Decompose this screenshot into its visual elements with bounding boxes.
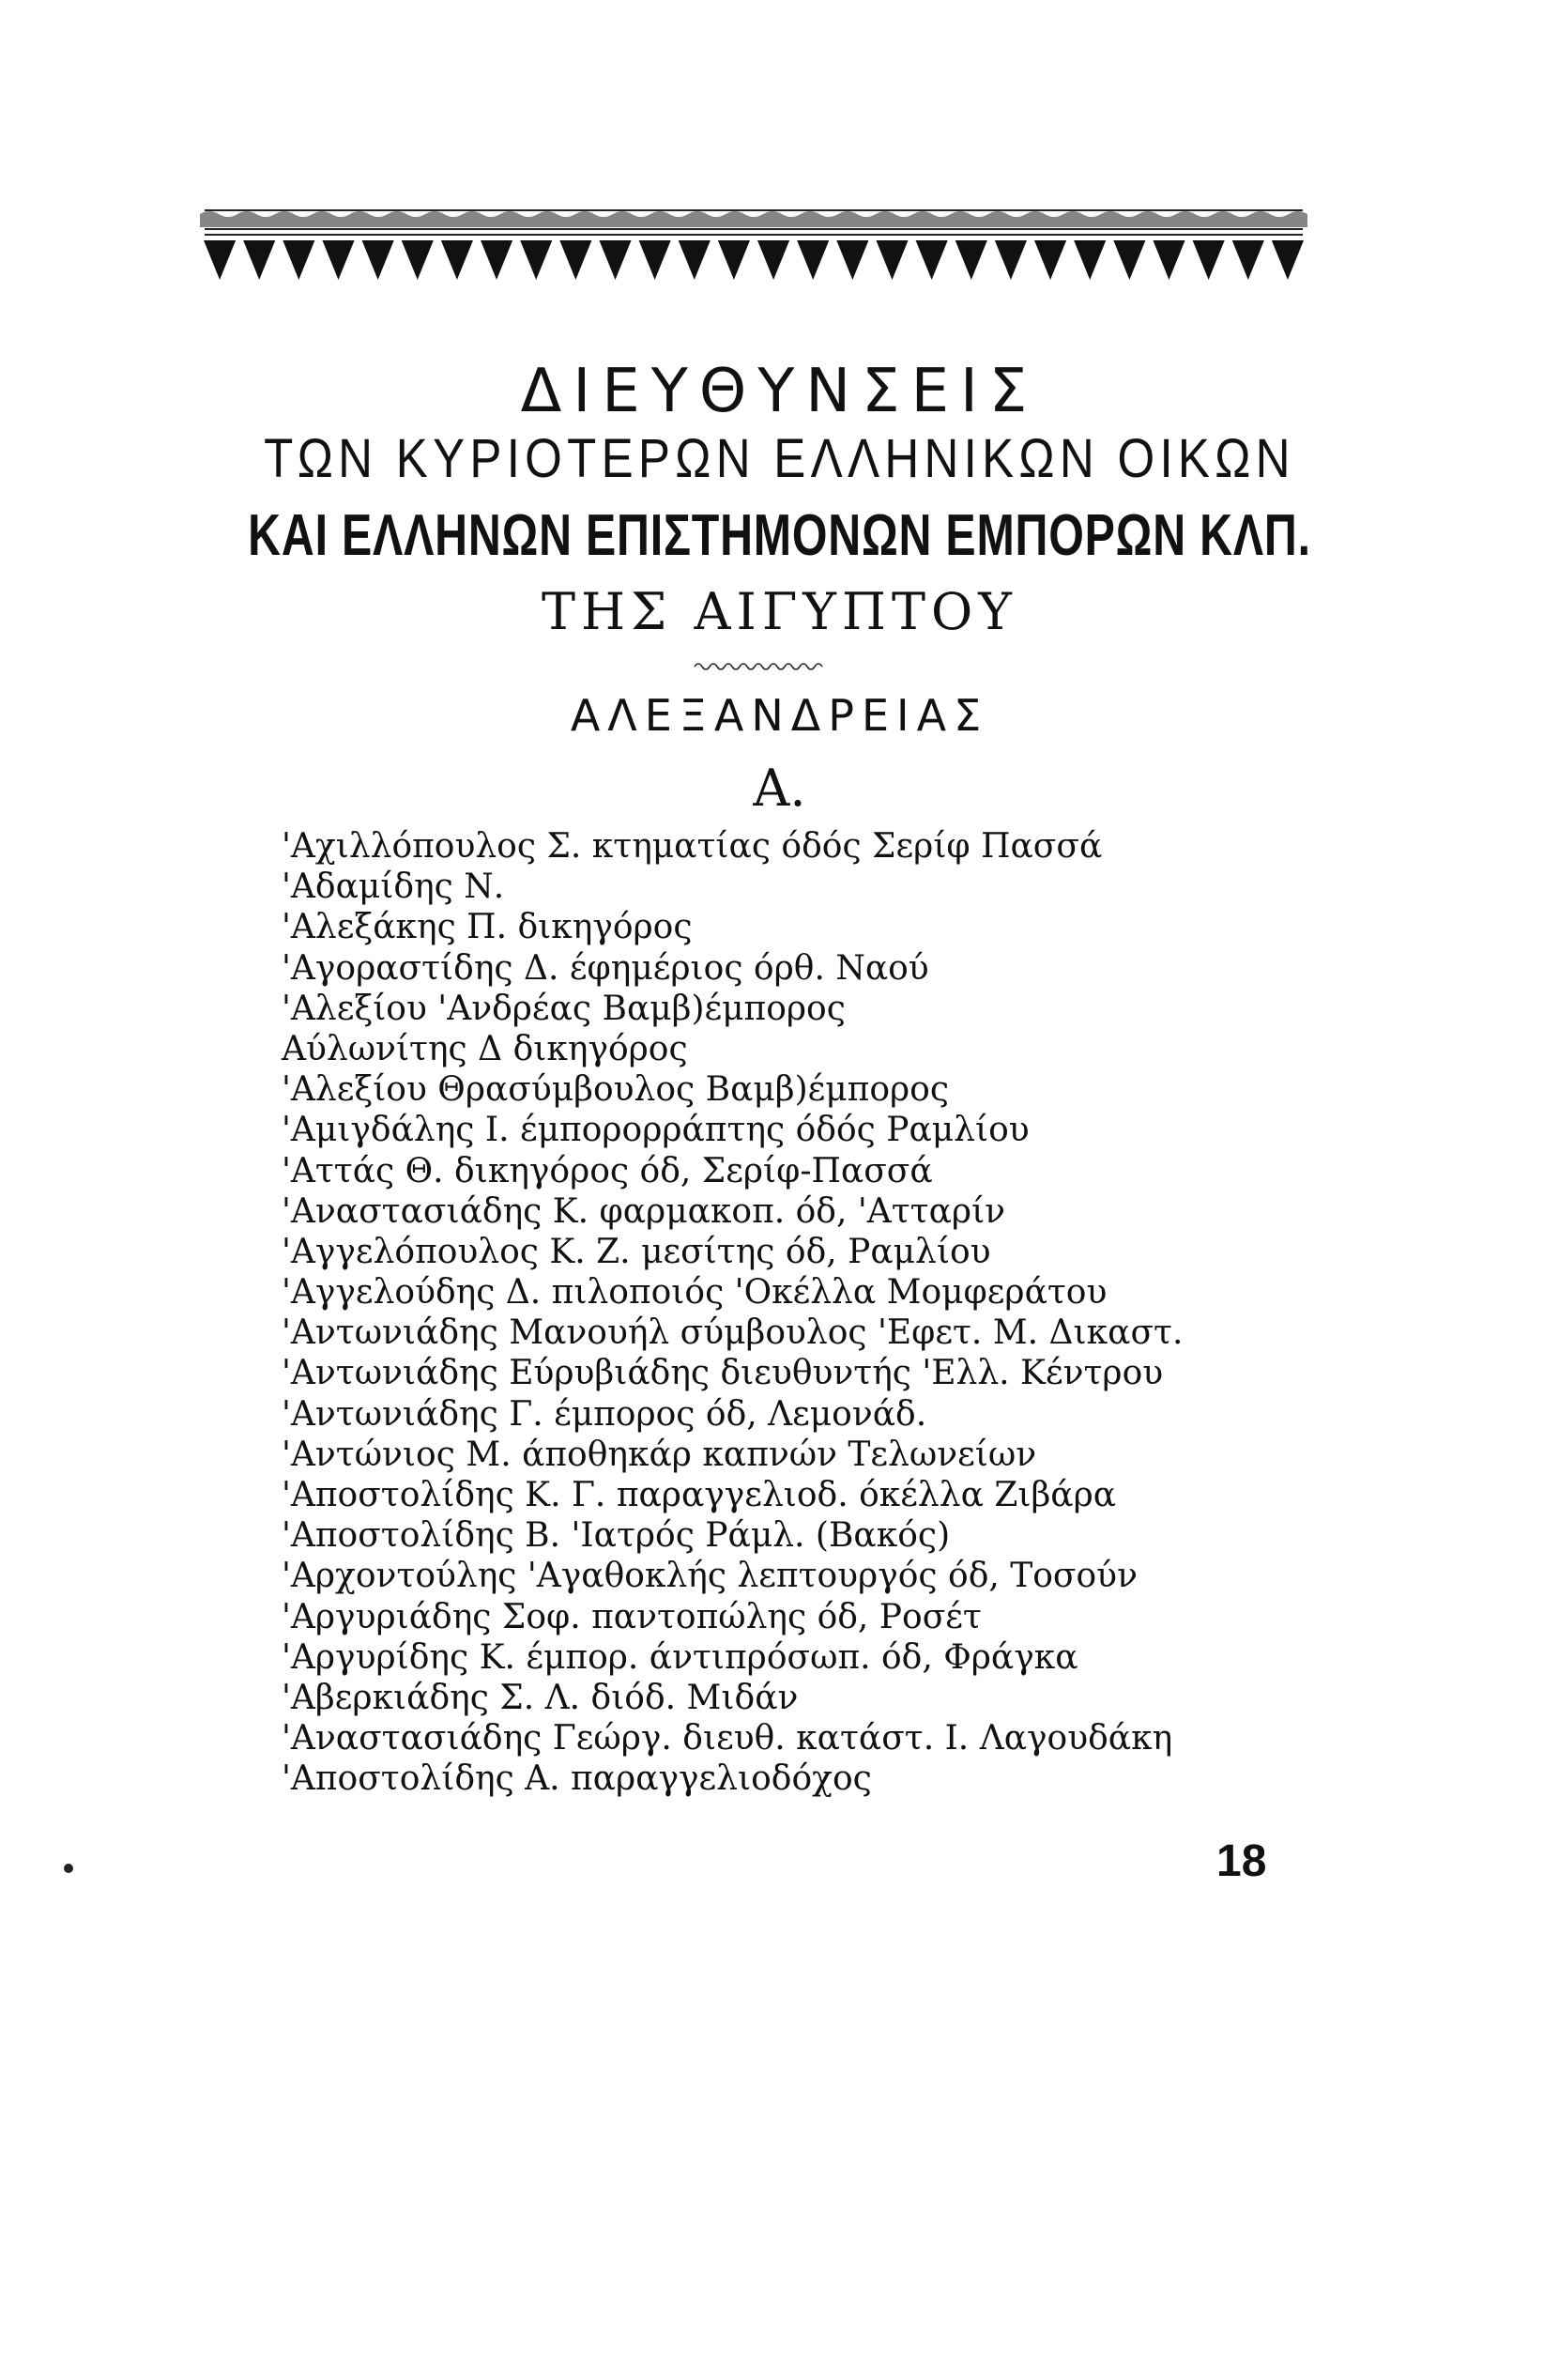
decorative-border-ornament <box>200 201 1307 285</box>
directory-list <box>282 826 1295 1800</box>
ornament-triangle <box>283 240 314 280</box>
directory-entry: 'Αγγελόπουλος Κ. Ζ. μεσίτης όδ, Ραμλίου <box>282 1232 991 1271</box>
directory-entry: 'Αποστολίδης Κ. Γ. παραγγελιοδ. όκέλλα Ζιβάρα <box>282 1476 1117 1514</box>
directory-entry: 'Αντώνιος Μ. άποθηκάρ καπνών Τελωνείων <box>282 1435 1037 1474</box>
subtitle-line-3: ΤΗΣ ΑΙΓΥΠΤΟΥ <box>542 582 1017 641</box>
directory-entry: 'Αγγελούδης Δ. πιλοποιός 'Οκέλλα Μομφεράτου <box>282 1273 1108 1313</box>
ornament-triangle <box>441 240 473 280</box>
directory-entry: 'Αχιλλόπουλος Σ. κτηματίας όδός Σερίφ Πασσά <box>282 827 1103 866</box>
ornament-triangle <box>639 240 671 280</box>
directory-entry: 'Αντωνιάδης Γ. έμπορος όδ, Λεμονάδ. <box>282 1394 927 1434</box>
ornament-triangle <box>995 240 1027 280</box>
ornament-triangle <box>1113 240 1145 280</box>
ornament-triangle <box>362 240 394 280</box>
margin-ink-dot <box>64 1864 73 1873</box>
ornament-triangle <box>679 240 711 280</box>
ornament-triangle <box>836 240 868 280</box>
ornament-triangle <box>599 240 631 280</box>
directory-entry: 'Αρχοντούλης 'Αγαθοκλής λεπτουργός όδ, Τοσούν <box>282 1557 1138 1596</box>
ornament-triangle <box>402 240 434 280</box>
directory-entry: 'Αργυριάδης Σοφ. παντοπώλης όδ, Ροσέτ <box>282 1597 982 1636</box>
directory-entry: 'Αναστασιάδης Γεώργ. διευθ. κατάστ. Ι. Λαγουδάκη <box>282 1719 1173 1758</box>
directory-entry: 'Αργυρίδης Κ. έμπορ. άντιπρόσωπ. όδ, Φράγκα <box>282 1637 1078 1677</box>
directory-entry: 'Αντωνιάδης Εύρυβιάδης διευθυντής 'Ελλ. Κέντρου <box>282 1354 1164 1393</box>
ornament-triangle <box>718 240 750 280</box>
directory-entry: 'Αναστασιάδης Κ. φαρμακοπ. όδ, 'Ατταρίν <box>282 1191 1006 1231</box>
directory-entry: 'Αμιγδάλης Ι. έμπορορράπτης όδός Ραμλίου <box>282 1111 1030 1150</box>
ornament-triangle <box>1034 240 1066 280</box>
section-letter: Α. <box>753 759 806 818</box>
directory-entry: 'Αγοραστίδης Δ. έφημέριος όρθ. Ναού <box>282 948 929 988</box>
subtitle-line-2: ΚΑΙ ΕΛΛΗΝΩΝ ΕΠΙΣΤΗΜΟΝΩΝ ΕΜΠΟΡΩΝ ΚΛΠ. <box>248 503 1311 568</box>
ornament-triangle <box>1074 240 1106 280</box>
page-title: ΔΙΕΥΘΥΝΣΕΙΣ <box>520 357 1039 426</box>
ornament-triangle <box>559 240 591 280</box>
decorative-squiggle <box>693 660 824 673</box>
directory-entry: 'Αδαμίδης Ν. <box>282 868 505 907</box>
ornament-triangle <box>243 240 275 280</box>
ornament-triangle <box>757 240 789 280</box>
ornament-triangle <box>797 240 829 280</box>
directory-entry: 'Αποστολίδης Β. 'Ιατρός Ράμλ. (Βακός) <box>282 1516 951 1556</box>
directory-entry: 'Αλεξίου 'Ανδρέας Βαμβ)έμπορος <box>282 989 846 1028</box>
directory-entry: Αύλωνίτης Δ δικηγόρος <box>282 1029 688 1068</box>
ornament-triangle <box>520 240 552 280</box>
directory-entry: 'Αβερκιάδης Σ. Λ. διόδ. Μιδάν <box>282 1678 799 1717</box>
ornament-triangle <box>1232 240 1264 280</box>
city-heading: ΑΛΕΞΑΝΔΡΕΙΑΣ <box>570 690 989 741</box>
directory-entry: 'Αλεξάκης Π. δικηγόρος <box>282 908 693 947</box>
ornament-triangle <box>916 240 948 280</box>
ornament-triangle <box>1153 240 1185 280</box>
ornament-triangle <box>322 240 354 280</box>
directory-entry: 'Αλεξίου Θρασύμβουλος Βαμβ)έμπορος <box>282 1070 950 1110</box>
page-number: 18 <box>1216 1836 1267 1886</box>
directory-entry: 'Αττάς Θ. δικηγόρος όδ, Σερίφ-Πασσά <box>282 1151 933 1190</box>
ornament-triangle <box>1193 240 1225 280</box>
ornament-triangle <box>481 240 512 280</box>
directory-entry: 'Αποστολίδης Α. παραγγελιοδόχος <box>282 1759 872 1799</box>
ornament-triangle <box>1272 240 1304 280</box>
subtitle-line-1: ΤΩΝ ΚΥΡΙΟΤΕΡΩΝ ΕΛΛΗΝΙΚΩΝ ΟΙΚΩΝ <box>264 428 1295 489</box>
ornament-triangle <box>204 240 236 280</box>
ornament-triangle <box>876 240 908 280</box>
directory-entry: 'Αντωνιάδης Μανουήλ σύμβουλος 'Εφετ. Μ. Δικαστ. <box>282 1313 1184 1353</box>
ornament-triangle <box>955 240 987 280</box>
